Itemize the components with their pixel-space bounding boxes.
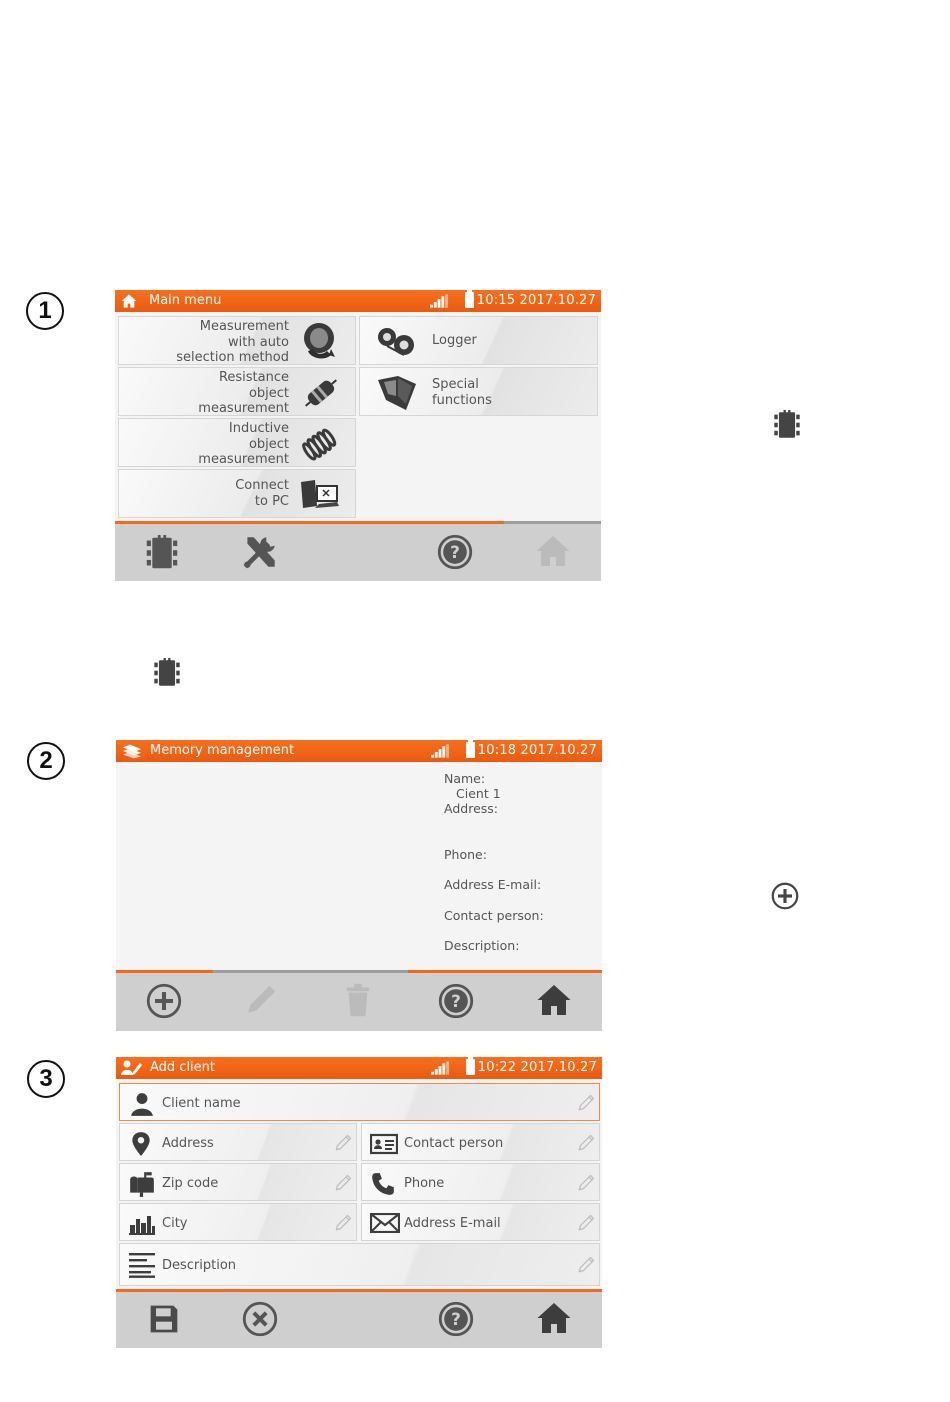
memory-icon xyxy=(152,658,182,688)
edit-icon xyxy=(244,983,278,1017)
signal-icon xyxy=(430,294,449,308)
add-icon[interactable] xyxy=(146,983,182,1019)
address-label: Address: xyxy=(444,801,498,816)
screen-title: Add client xyxy=(150,1060,216,1075)
edit-icon xyxy=(577,1094,595,1112)
field-label: Zip code xyxy=(162,1176,219,1191)
phone-label: Phone: xyxy=(444,847,487,862)
step-2-marker: 2 xyxy=(27,742,65,780)
tile-label: Logger xyxy=(432,333,477,348)
battery-icon xyxy=(466,742,475,758)
bottom-toolbar xyxy=(115,521,601,581)
tile-inductive-measurement[interactable] xyxy=(118,418,356,467)
clock: 10:22 2017.10.27 xyxy=(477,1060,597,1075)
edit-icon xyxy=(334,1134,352,1152)
add-client-icon xyxy=(121,1060,143,1076)
email-field[interactable] xyxy=(361,1203,600,1241)
mail-icon xyxy=(370,1213,400,1233)
field-label: Description xyxy=(162,1258,237,1273)
home-icon[interactable] xyxy=(536,1300,572,1336)
toolbar-accent-line xyxy=(408,970,602,973)
home-icon xyxy=(120,293,138,309)
help-icon[interactable] xyxy=(438,1301,474,1337)
edit-icon xyxy=(577,1256,595,1274)
signal-icon xyxy=(431,1061,450,1075)
settings-icon[interactable] xyxy=(239,531,281,573)
field-label: Contact person xyxy=(404,1136,504,1151)
client-name-field[interactable] xyxy=(119,1083,600,1121)
field-label: Address E-mail xyxy=(404,1216,501,1231)
address-field[interactable] xyxy=(119,1123,357,1161)
add-icon xyxy=(771,882,799,910)
status-bar xyxy=(116,740,602,762)
tile-label: Connect to PC xyxy=(235,478,289,509)
add-client-screen xyxy=(116,1057,602,1348)
signal-icon xyxy=(431,744,450,758)
screen-title: Memory management xyxy=(150,743,295,758)
field-label: City xyxy=(162,1216,188,1231)
phone-field[interactable] xyxy=(361,1163,600,1201)
step-3-marker: 3 xyxy=(27,1060,65,1098)
delete-icon xyxy=(343,981,373,1019)
tile-logger[interactable] xyxy=(359,316,598,365)
home-icon xyxy=(535,533,571,569)
location-pin-icon xyxy=(128,1131,154,1157)
special-functions-icon xyxy=(376,374,418,412)
clock: 10:15 2017.10.27 xyxy=(476,293,596,308)
city-icon xyxy=(128,1213,156,1235)
bottom-toolbar xyxy=(116,1289,602,1348)
contact-person-label: Contact person: xyxy=(444,908,544,923)
field-label: Client name xyxy=(162,1096,241,1111)
toolbar-accent-line xyxy=(116,970,213,973)
edit-icon xyxy=(334,1174,352,1192)
field-label: Address xyxy=(162,1136,214,1151)
memory-icon xyxy=(772,410,802,440)
help-icon[interactable] xyxy=(437,534,473,570)
mailbox-icon xyxy=(128,1171,156,1197)
pc-connection-icon xyxy=(299,478,341,512)
description-label: Description: xyxy=(444,938,520,953)
battery-icon xyxy=(466,1059,475,1075)
logger-icon xyxy=(376,325,418,357)
clock: 10:18 2017.10.27 xyxy=(477,743,597,758)
description-field[interactable] xyxy=(119,1243,600,1286)
tile-connect-pc[interactable] xyxy=(118,469,356,518)
help-icon[interactable] xyxy=(438,983,474,1019)
name-label: Name: xyxy=(444,771,486,786)
tile-label: Inductive object measurement xyxy=(198,421,289,467)
toolbar-divider xyxy=(504,521,601,524)
toolbar-divider xyxy=(213,970,408,973)
field-label: Phone xyxy=(404,1176,445,1191)
tile-label: Special functions xyxy=(432,377,492,408)
memory-management-icon xyxy=(121,743,143,759)
status-bar xyxy=(115,290,601,312)
cancel-icon[interactable] xyxy=(242,1301,278,1337)
coil-icon xyxy=(299,423,341,465)
screen-title: Main menu xyxy=(149,293,222,308)
city-field[interactable] xyxy=(119,1203,357,1241)
name-value: Cient 1 xyxy=(456,786,501,801)
tile-special-functions[interactable] xyxy=(359,367,598,416)
tile-label: Measurement with auto selection method xyxy=(176,319,289,365)
save-icon[interactable] xyxy=(148,1303,180,1335)
person-icon xyxy=(128,1091,156,1117)
bottom-toolbar xyxy=(116,970,602,1031)
tile-resistance-measurement[interactable] xyxy=(118,367,356,416)
email-label: Address E-mail: xyxy=(444,877,542,892)
step-1-marker: 1 xyxy=(26,292,64,330)
tile-auto-measurement[interactable] xyxy=(118,316,356,365)
auto-measurement-icon xyxy=(301,321,337,363)
edit-icon xyxy=(577,1174,595,1192)
main-menu-screen xyxy=(115,290,601,581)
memory-icon[interactable] xyxy=(145,535,179,571)
home-icon[interactable] xyxy=(536,982,572,1018)
edit-icon xyxy=(577,1214,595,1232)
tile-label: Resistance object measurement xyxy=(198,370,289,416)
battery-icon xyxy=(465,292,474,308)
toolbar-accent-line xyxy=(115,521,504,524)
edit-icon xyxy=(577,1134,595,1152)
toolbar-accent-line xyxy=(116,1289,602,1292)
memory-management-screen xyxy=(116,740,602,1031)
contact-card-icon xyxy=(370,1133,398,1155)
resistor-icon xyxy=(301,373,341,413)
text-lines-icon xyxy=(128,1251,156,1279)
phone-icon xyxy=(370,1171,396,1197)
edit-icon xyxy=(334,1214,352,1232)
zip-code-field[interactable] xyxy=(119,1163,357,1201)
contact-person-field[interactable] xyxy=(361,1123,600,1161)
status-bar xyxy=(116,1057,602,1079)
